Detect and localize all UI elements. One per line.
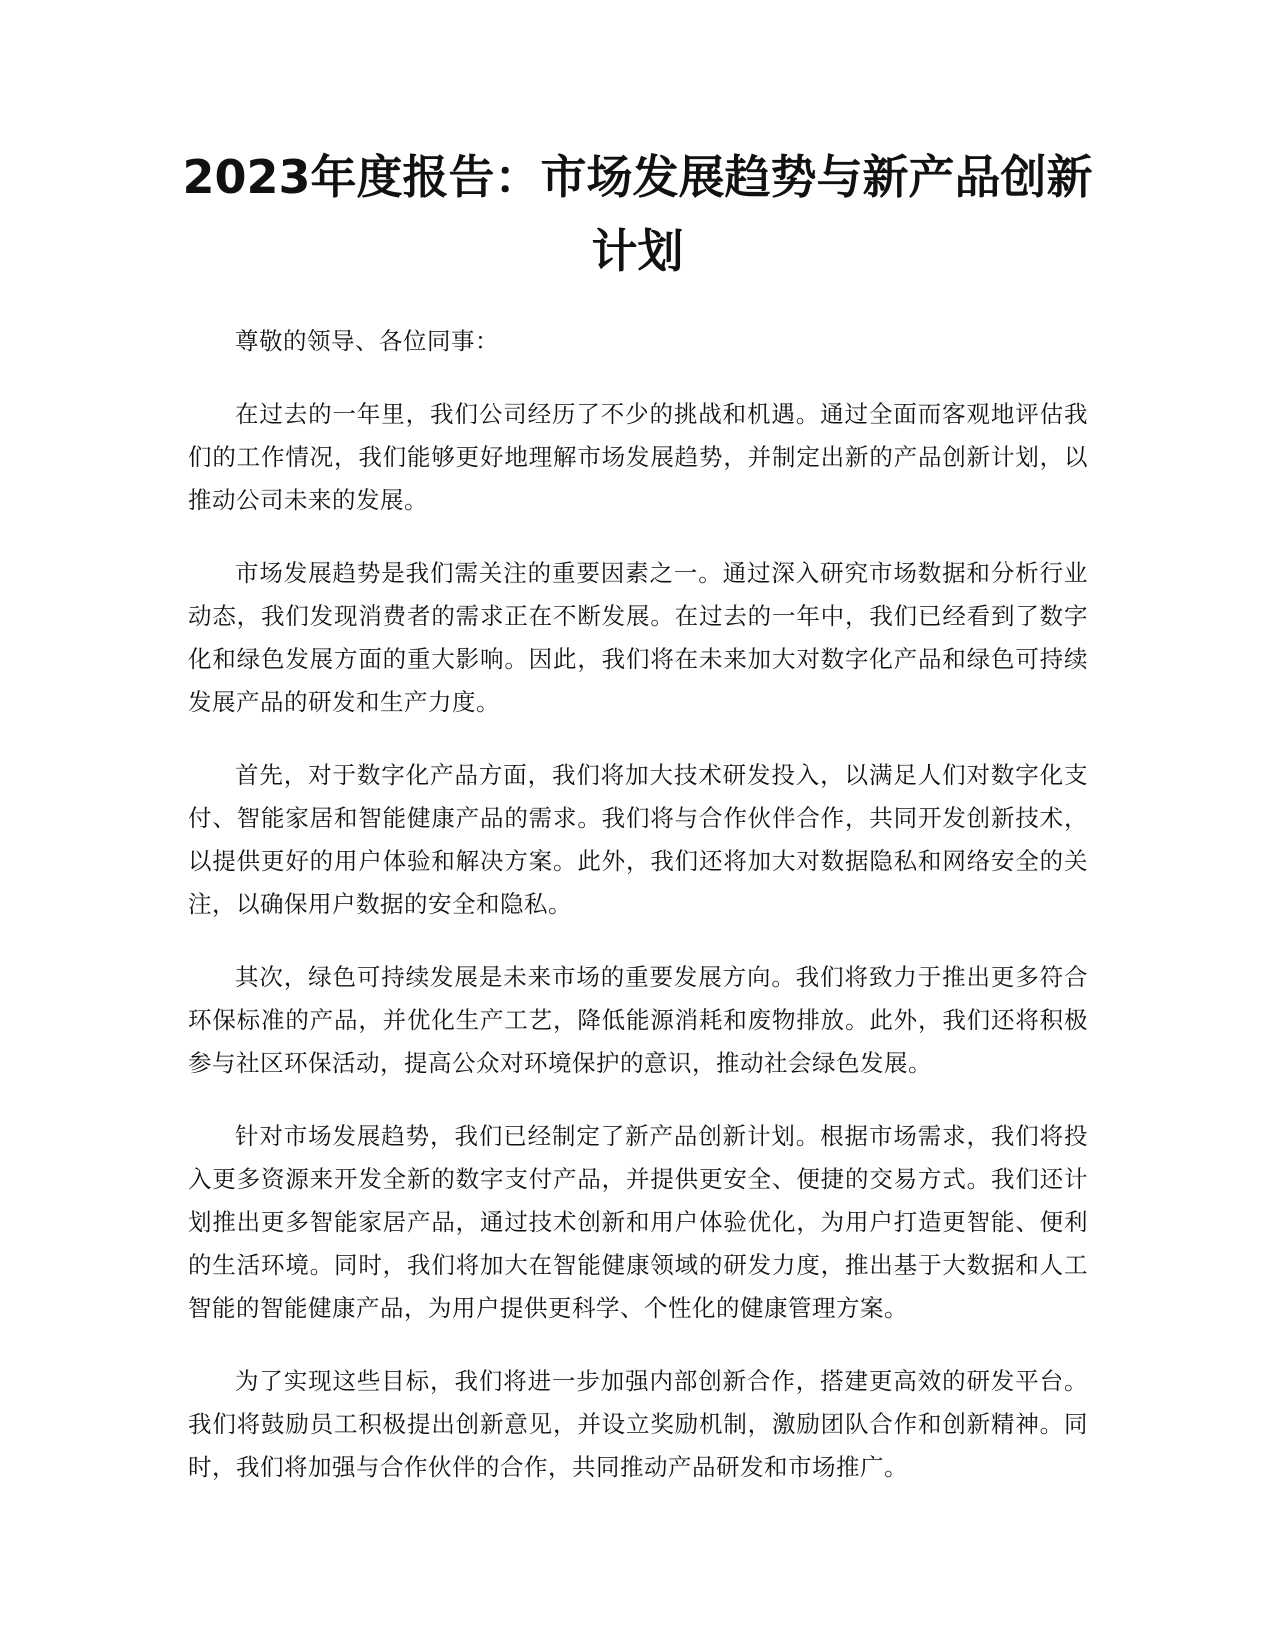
document-body [188,320,1088,1519]
paragraph-review: 在过去的一年里，我们公司经历了不少的挑战和机遇。通过全面而客观地评估我们的工作情况，我们能够更好地理解市场发展趋势，并制定出新的产品创新计划，以推动公司未来的发展。 [188,400,1088,514]
paragraph-goals: 为了实现这些目标，我们将进一步加强内部创新合作，搭建更高效的研发平台。我们将鼓励员工积极提出创新意见，并设立奖励机制，激励团队合作和创新精神。同时，我们将加强与合作伙伴的合作，共同推动产品研发和市场推广。 [188,1367,1088,1481]
paragraph-market-trends: 市场发展趋势是我们需关注的重要因素之一。通过深入研究市场数据和分析行业动态，我们发现消费者的需求正在不断发展。在过去的一年中，我们已经看到了数字化和绿色发展方面的重大影响。因此，我们将在未来加大对数字化产品和绿色可持续发展产品的研发和生产力度。 [188,559,1088,716]
document-title: 2023年度报告：市场发展趋势与新产品创新计划 [182,150,1093,278]
paragraph-innovation-plan: 针对市场发展趋势，我们已经制定了新产品创新计划。根据市场需求，我们将投入更多资源来开发全新的数字支付产品，并提供更安全、便捷的交易方式。我们还计划推出更多智能家居产品，通过技术创新和用户体验优化，为用户打造更智能、便利的生活环境。同时，我们将加大在智能健康领域的研发力度，推出基于大数据和人工智能的智能健康产品，为用户提供更科学、个性化的健康管理方案。 [188,1122,1088,1322]
paragraph-green-development: 其次，绿色可持续发展是未来市场的重要发展方向。我们将致力于推出更多符合环保标准的产品，并优化生产工艺，降低能源消耗和废物排放。此外，我们还将积极参与社区环保活动，提高公众对环境保护的意识，推动社会绿色发展。 [188,963,1088,1077]
paragraph-digital-products: 首先，对于数字化产品方面，我们将加大技术研发投入，以满足人们对数字化支付、智能家居和智能健康产品的需求。我们将与合作伙伴合作，共同开发创新技术，以提供更好的用户体验和解决方案。此外，我们还将加大对数据隐私和网络安全的关注，以确保用户数据的安全和隐私。 [188,761,1088,918]
greeting-line: 尊敬的领导、各位同事： [235,327,499,355]
